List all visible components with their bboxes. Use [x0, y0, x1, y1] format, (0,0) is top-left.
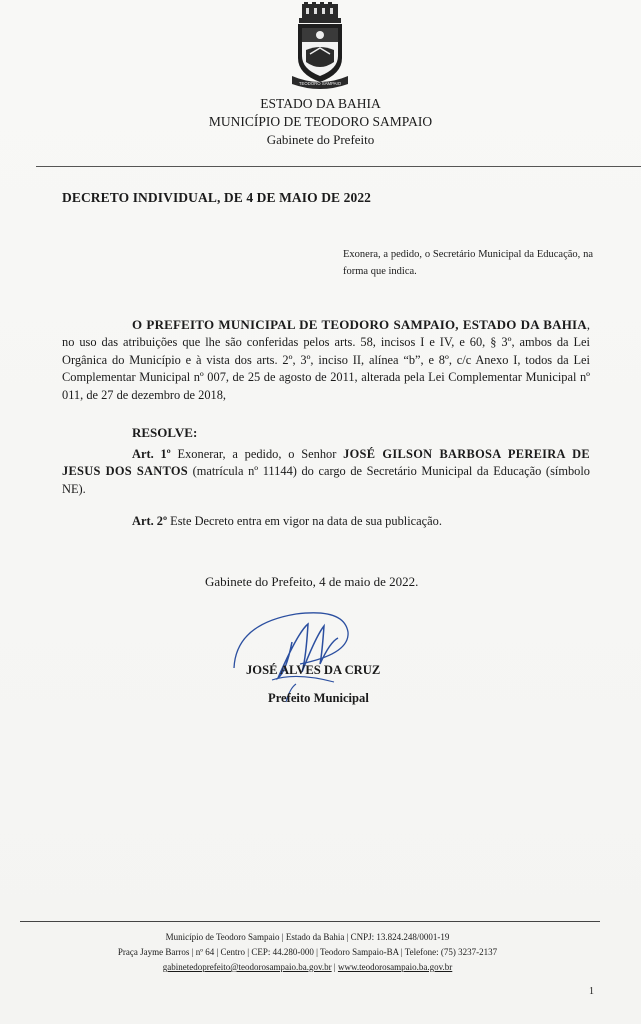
exonerated-name: JOSÉ GILSON BARBOSA PEREIRA DE JESUS DOS SANTOS: [62, 447, 590, 479]
svg-text:TEODORO SAMPAIO: TEODORO SAMPAIO: [298, 81, 342, 86]
municipal-coat-of-arms-icon: [288, 2, 352, 92]
signer-name: JOSÉ ALVES DA CRUZ: [246, 663, 381, 677]
state-name: ESTADO DA BAHIA: [260, 96, 381, 111]
preamble-text: , no uso das atribuições que lhe são conferidas pelos arts. 58, incisos I e IV, e 60, § 3º, ambos da Lei Orgânica do Município e à vista dos arts. 2º, 3º, inciso II, alínea “b”, e 8º, c/c Anexo I, todos da Lei Complementar Municipal nº 007, de 25 de agosto de 2011, alterada pela Lei Complementar Municipal nº 011, de 27 de dezembro de 2018,: [62, 318, 590, 402]
footer-line-1: Município de Teodoro Sampaio | Estado da Bahia | CNPJ: 13.824.248/0001-19: [165, 932, 450, 942]
website-link[interactable]: www.teodorosampaio.ba.gov.br: [337, 962, 453, 972]
article-1-text: Exonerar, a pedido, o Senhor: [170, 447, 344, 461]
page-number: 1: [589, 986, 594, 997]
decree-summary: Exonera, a pedido, o Secretário Municipal da Educação, na forma que indica.: [343, 249, 593, 277]
footer-line-2: Praça Jayme Barros | nº 64 | Centro | CEP: 44.280-000 | Teodoro Sampaio-BA | Telefone: (75) 3237-2137: [117, 947, 498, 957]
dateline: Gabinete do Prefeito, 4 de maio de 2022.: [205, 574, 419, 589]
footer-separator: |: [331, 962, 338, 972]
article-1-label: Art. 1º: [132, 447, 171, 461]
municipality-name: MUNICÍPIO DE TEODORO SAMPAIO: [208, 114, 433, 129]
header-divider: [36, 166, 641, 167]
preamble-paragraph: [62, 316, 590, 404]
footer: [0, 930, 615, 975]
letterhead: [0, 95, 641, 149]
article-1: [62, 446, 590, 498]
article-2-label: Art. 2º: [132, 514, 168, 528]
article-2: [62, 513, 590, 530]
decree-title: DECRETO INDIVIDUAL, DE 4 DE MAIO DE 2022: [62, 190, 372, 205]
article-1-text-end: (matrícula nº 11144) do cargo de Secretário Municipal da Educação (símbolo NE).: [62, 464, 590, 496]
signer-role: Prefeito Municipal: [268, 691, 369, 705]
preamble-lead: O PREFEITO MUNICIPAL DE TEODORO SAMPAIO, ESTADO DA BAHIA: [132, 317, 587, 332]
resolve-heading: RESOLVE:: [132, 425, 198, 440]
footer-divider: [20, 921, 600, 922]
office-name: Gabinete do Prefeito: [266, 132, 375, 147]
email-link[interactable]: gabinetedoprefeito@teodorosampaio.ba.gov.br: [162, 962, 332, 972]
article-2-text: Este Decreto entra em vigor na data de sua publicação.: [167, 514, 442, 528]
footer-line-3: [0, 960, 615, 975]
